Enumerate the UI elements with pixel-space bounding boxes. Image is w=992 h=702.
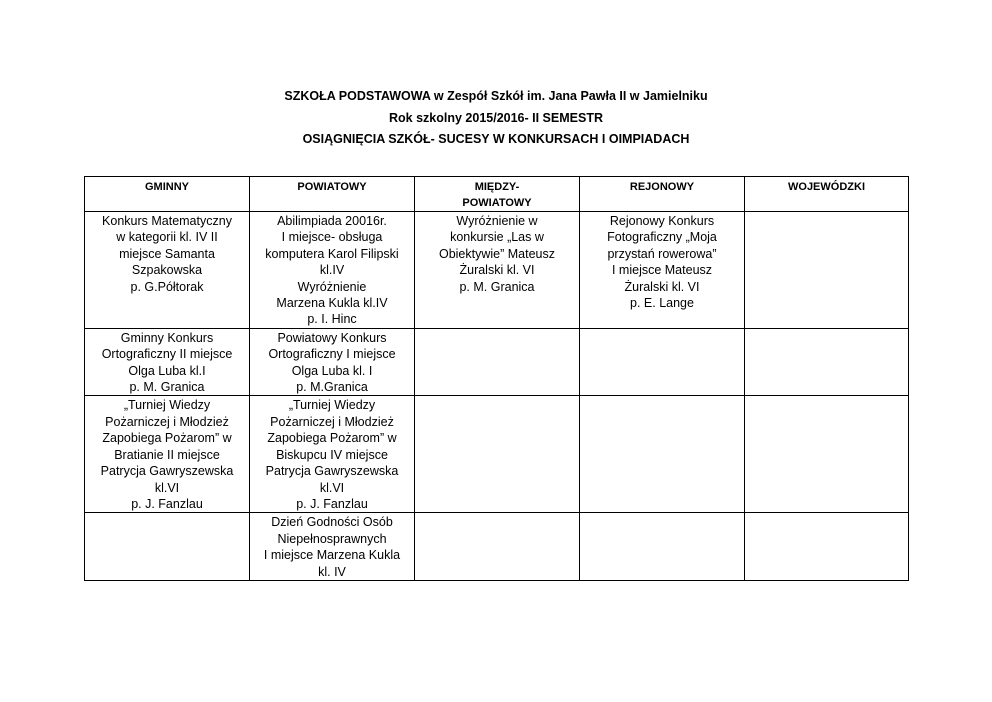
cell-line: p. I. Hinc <box>307 312 357 327</box>
header-powiatowy <box>250 177 415 212</box>
cell-rejonowy <box>580 396 745 513</box>
cell-line: przystań rowerowa” <box>607 246 717 261</box>
cell-line: „Turniej Wiedzy <box>123 398 211 413</box>
cell-line: p. G.Półtorak <box>130 279 204 294</box>
header-rejonowy <box>580 177 745 212</box>
cell-line: kl.VI <box>154 480 180 495</box>
cell-rejonowy <box>580 513 745 581</box>
cell-powiatowy <box>250 212 415 329</box>
cell-line: kl.IV <box>319 263 345 278</box>
cell-line: Rejonowy Konkurs <box>609 214 715 228</box>
table-header-row <box>85 177 909 212</box>
cell-rejonowy <box>580 212 745 329</box>
cell-powiatowy <box>250 513 415 581</box>
cell-miedzypowiatowy <box>415 396 580 513</box>
cell-line: Żuralski kl. VI <box>459 263 535 278</box>
cell-gminny <box>85 328 250 396</box>
cell-line: Wyróżnienie w <box>456 214 538 228</box>
cell-rejonowy <box>580 328 745 396</box>
cell-line: Olga Luba kl. I <box>291 363 373 378</box>
cell-line: Fotograficzny „Moja <box>607 230 717 245</box>
cell-line: Niepełnosprawnych <box>277 531 387 546</box>
table-row <box>85 328 909 396</box>
cell-line: p. M. Granica <box>459 279 535 294</box>
cell-line: I miejsce Marzena Kukla <box>263 548 401 563</box>
cell-line: kl.VI <box>319 480 345 495</box>
header-wojewodzki <box>745 177 909 212</box>
header-line: REJONOWY <box>629 181 695 193</box>
table-row <box>85 396 909 513</box>
cell-powiatowy <box>250 396 415 513</box>
cell-line: Dzień Godności Osób <box>271 515 393 530</box>
cell-line: Marzena Kukla kl.IV <box>276 296 388 311</box>
cell-line: p. M.Granica <box>296 380 368 395</box>
cell-miedzypowiatowy <box>415 513 580 581</box>
cell-line: p. J. Fanzlau <box>296 496 368 511</box>
header-line: MIĘDZY- <box>474 181 520 193</box>
cell-gminny <box>85 212 250 329</box>
heading-school-year: Rok szkolny 2015/2016- II SEMESTR <box>389 110 603 125</box>
cell-line: p. J. Fanzlau <box>131 496 203 511</box>
cell-line: Obiektywie” Mateusz <box>438 246 555 261</box>
cell-line: Gminny Konkurs <box>120 330 214 345</box>
cell-line: Konkurs Matematyczny <box>102 214 232 228</box>
cell-line: Bratianie II miejsce <box>114 447 220 462</box>
cell-line: Wyróżnienie <box>297 279 367 294</box>
header-line: POWIATOWY <box>297 181 367 193</box>
header-line: GMINNY <box>145 181 189 193</box>
cell-line: p. M. Granica <box>129 380 205 395</box>
cell-line: „Turniej Wiedzy <box>288 398 376 413</box>
cell-miedzypowiatowy <box>415 328 580 396</box>
cell-wojewodzki <box>745 513 909 581</box>
cell-line: Olga Luba kl.I <box>128 363 206 378</box>
cell-line: Biskupcu IV miejsce <box>276 447 388 462</box>
header-line: WOJEWÓDZKI <box>788 181 865 193</box>
header-line: POWIATOWY <box>462 197 532 209</box>
cell-line: Zapobiega Pożarom” w <box>267 431 397 446</box>
cell-line: Żuralski kl. VI <box>624 279 700 294</box>
document-heading <box>0 86 992 151</box>
achievements-table <box>84 176 909 581</box>
cell-line: w kategorii kl. IV II <box>116 230 218 245</box>
cell-wojewodzki <box>745 328 909 396</box>
cell-wojewodzki <box>745 396 909 513</box>
cell-line: Pożarniczej i Młodzież <box>270 414 394 429</box>
heading-school-name: SZKOŁA PODSTAWOWA w Zespół Szkół im. Jana Pawła II w Jamielniku <box>284 89 708 103</box>
cell-line: komputera Karol Filipski <box>265 246 399 261</box>
cell-miedzypowiatowy <box>415 212 580 329</box>
cell-line: p. E. Lange <box>630 296 694 311</box>
cell-wojewodzki <box>745 212 909 329</box>
cell-line: Powiatowy Konkurs <box>277 330 387 345</box>
cell-line: Pożarniczej i Młodzież <box>105 414 229 429</box>
cell-line: Zapobiega Pożarom” w <box>102 431 232 446</box>
header-miedzypowiatowy <box>415 177 580 212</box>
cell-line: Szpakowska <box>131 263 203 278</box>
cell-line: Ortograficzny I miejsce <box>268 347 396 362</box>
header-gminny <box>85 177 250 212</box>
cell-line: Patrycja Gawryszewska <box>265 464 399 479</box>
cell-line: Ortograficzny II miejsce <box>101 347 233 362</box>
cell-gminny <box>85 513 250 581</box>
cell-line: miejsce Samanta <box>119 246 215 261</box>
cell-line: I miejsce Mateusz <box>611 263 713 278</box>
heading-achievements-title: OSIĄGNIĘCIA SZKÓŁ- SUCESY W KONKURSACH I OIMPIADACH <box>302 132 690 146</box>
table-row <box>85 212 909 329</box>
cell-line: Patrycja Gawryszewska <box>100 464 234 479</box>
cell-line: I miejsce- obsługa <box>281 230 383 245</box>
table-row <box>85 513 909 581</box>
cell-gminny <box>85 396 250 513</box>
cell-powiatowy <box>250 328 415 396</box>
cell-line: konkursie „Las w <box>450 230 544 245</box>
cell-line: kl. IV <box>318 564 346 579</box>
cell-line: Abilimpiada 20016r. <box>277 214 387 228</box>
